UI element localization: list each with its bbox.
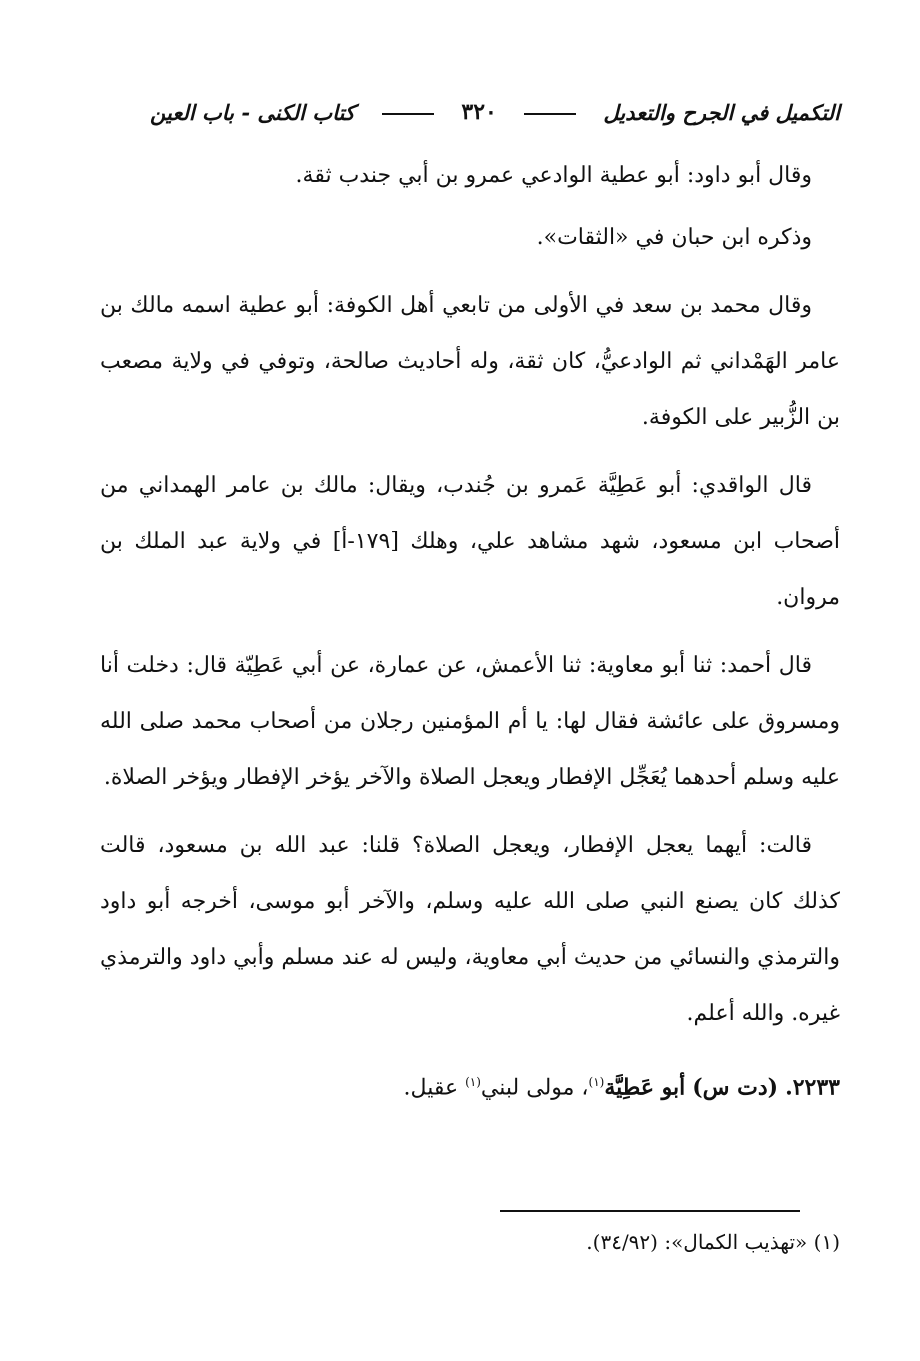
- paragraph: وذكره ابن حبان في «الثقات».: [536, 225, 812, 250]
- header-divider: [524, 113, 576, 115]
- entry-heading: [100, 1054, 840, 1116]
- paragraph: وقال محمد بن سعد في الأولى من تابعي أهل الكوفة: أبو عطية اسمه مالك بن عامر الهَمْداني ثم الوادعيُّ، كان ثقة، وله أحاديث صالحة، وتوفي في ولاية مصعب بن الزُّبير على الكوفة.: [100, 293, 840, 430]
- footnote-marker: (١): [465, 1075, 481, 1089]
- header-book-title: التكميل في الجرح والتعديل: [603, 99, 840, 125]
- footnote-marker: (١): [588, 1075, 605, 1089]
- footnote-divider: [500, 1210, 800, 1212]
- main-text: [100, 148, 840, 1128]
- running-header: [150, 92, 840, 132]
- entry-text: عقيل.: [403, 1075, 466, 1101]
- paragraph: قال أحمد: ثنا أبو معاوية: ثنا الأعمش، عن عمارة، عن أبي عَطِيّة قال: دخلت أنا ومسروق على عائشة فقال لها: يا أم المؤمنين رجلان من أصحاب محمد صلى الله عليه وسلم أحدهما يُعَجِّل الإفطار ويعجل الصلاة والآخر يؤخر الإفطار ويؤخر الصلاة.: [100, 653, 840, 790]
- header-divider: [382, 113, 434, 115]
- paragraph: قال الواقدي: أبو عَطِيَّة عَمرو بن جُندب، ويقال: مالك بن عامر الهمداني من أصحاب ابن مسعود، شهد مشاهد علي، وهلك [١٧٩-أ] في ولاية عبد الملك بن مروان.: [100, 473, 840, 610]
- paragraph: قالت: أيهما يعجل الإفطار، ويعجل الصلاة؟ قلنا: عبد الله بن مسعود، قالت كذلك كان يصنع النبي صلى الله عليه وسلم، والآخر أبو موسى، أخرجه أبو داود والترمذي والنسائي من حديث أبي معاوية، وليس له عند مسلم وأبي داود والترمذي غيره. والله أعلم.: [100, 833, 840, 1026]
- footnote: (١) «تهذيب الكمال»: (٣٤/٩٢).: [586, 1230, 840, 1254]
- entry-number: ٢٢٣٣.: [785, 1074, 840, 1101]
- entry-name: أبو عَطِيَّة: [604, 1074, 686, 1101]
- header-section-title: كتاب الكنى - باب العين: [150, 99, 355, 125]
- paragraph: وقال أبو داود: أبو عطية الوادعي عمرو بن أبي جندب ثقة.: [295, 163, 812, 188]
- page-number: ٣٢٠: [461, 99, 497, 125]
- entry-symbols: (دت س): [692, 1074, 779, 1101]
- entry-text: ، مولى لبني: [480, 1075, 589, 1101]
